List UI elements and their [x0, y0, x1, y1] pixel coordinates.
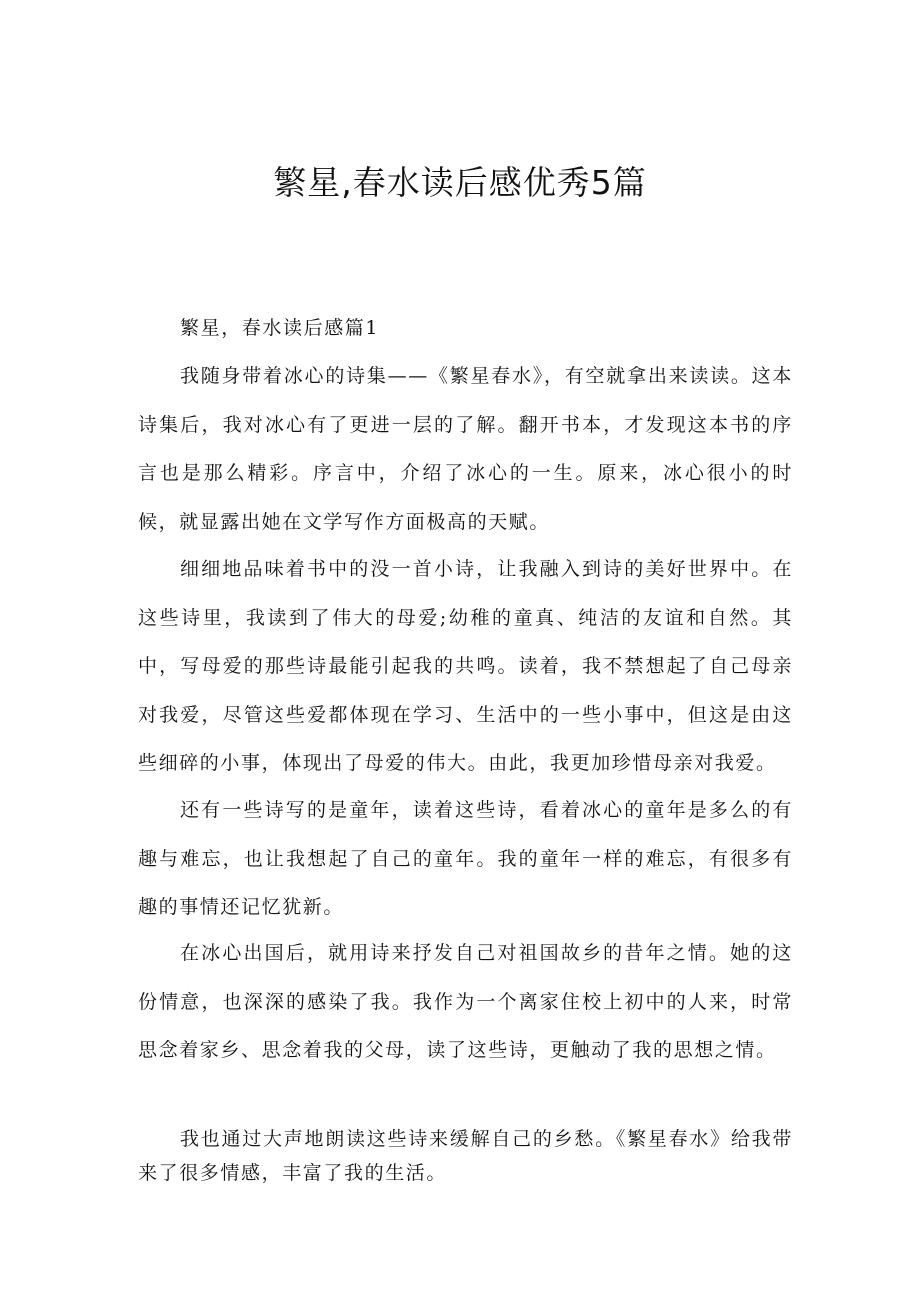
- paragraph-4: 在冰心出国后，就用诗来抒发自己对祖国故乡的昔年之情。她的这份情意，也深深的感染了我。我作为一个离家住校上初中的人来，时常思念着家乡、思念着我的父母，读了这些诗，更触动了我的思想之情。: [138, 942, 793, 1061]
- paragraph-3: 还有一些诗写的是童年，读着这些诗，看着冰心的童年是多么的有趣与难忘，也让我想起了自己的童年。我的童年一样的难忘，有很多有趣的事情还记忆犹新。: [138, 799, 793, 918]
- paragraph-1: 我随身带着冰心的诗集——《繁星春水》，有空就拿出来读读。这本诗集后，我对冰心有了更进一层的了解。翻开书本，才发现这本书的序言也是那么精彩。序言中，介绍了冰心的一生。原来，冰心很小的时候，就显露出她在文学写作方面极高的天赋。: [138, 365, 793, 533]
- section-heading: 繁星，春水读后感篇1: [180, 317, 380, 339]
- document-title: 繁星,春水读后感优秀5篇: [273, 163, 647, 202]
- paragraph-5: 我也通过大声地朗读这些诗来缓解自己的乡愁。《繁星春水》给我带来了很多情感，丰富了我的生活。: [138, 1128, 793, 1184]
- paragraph-2: 细细地品味着书中的没一首小诗，让我融入到诗的美好世界中。在这些诗里，我读到了伟大的母爱;幼稚的童真、纯洁的友谊和自然。其中，写母爱的那些诗最能引起我的共鸣。读着，我不禁想起了自己母亲对我爱，尽管这些爱都体现在学习、生活中的一些小事中，但这是由这些细碎的小事，体现出了母爱的伟大。由此，我更加珍惜母亲对我爱。: [138, 558, 793, 774]
